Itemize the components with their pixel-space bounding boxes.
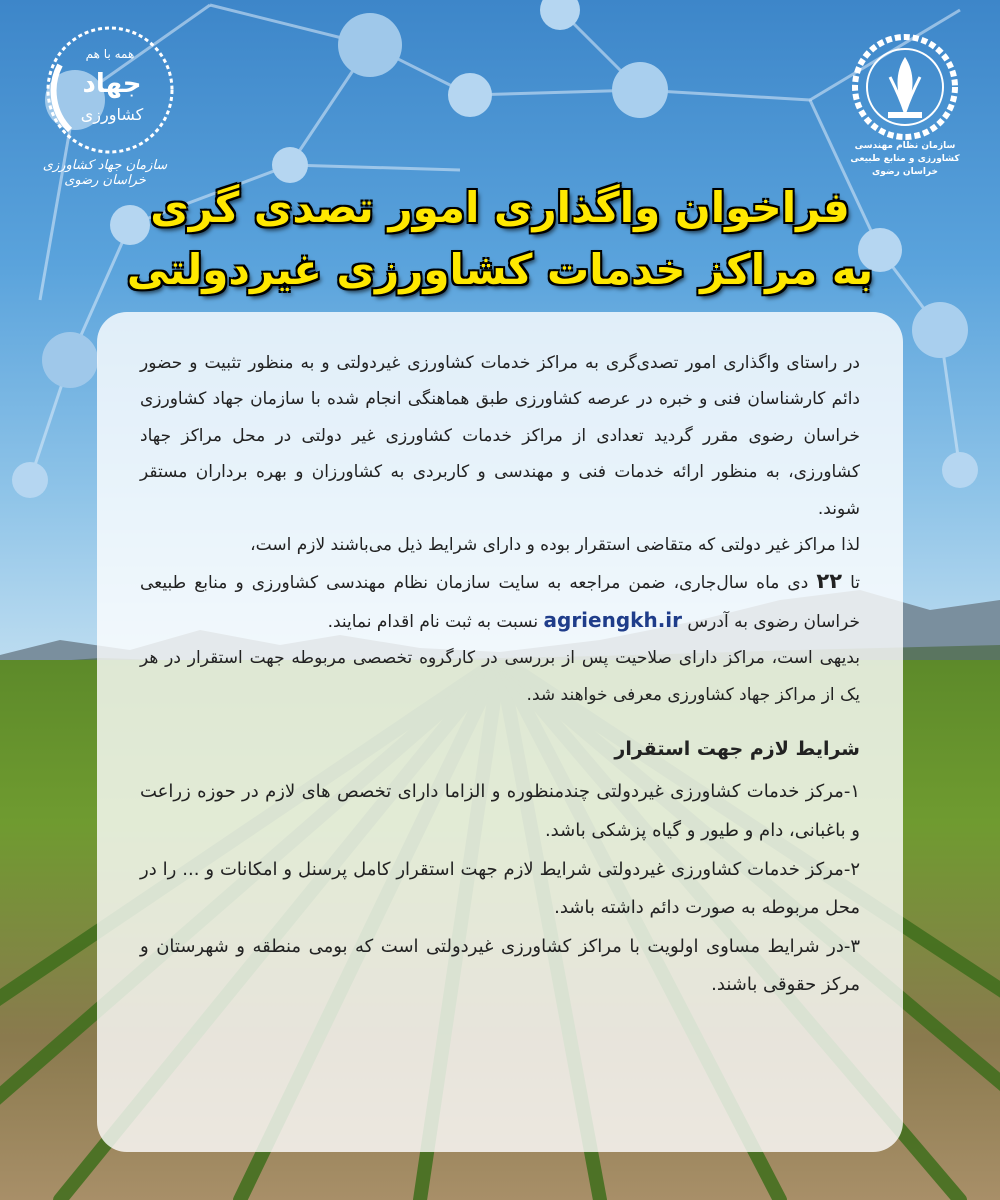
condition-item-3: ۳-در شرایط مساوی اولویت با مراکز کشاورزی غیردولتی است که بومی منطقه و شهرستان و مرکز حقوقی باشند. bbox=[140, 935, 860, 996]
registration-text: نسبت به ثبت نام اقدام نمایند. bbox=[327, 611, 539, 632]
page-title-line-1: فراخوان واگذاری امور تصدی گری bbox=[150, 183, 850, 232]
jahad-keshavarzi-logo bbox=[40, 20, 180, 160]
nezam-mohandesi-logo bbox=[850, 32, 960, 142]
body-paragraph-3 bbox=[140, 563, 860, 640]
svg-text:همه با هم: همه با هم bbox=[85, 47, 135, 61]
condition-item-1: ۱-مرکز خدمات کشاورزی غیردولتی چندمنظوره و الزاما دارای تخصص های لازم در حوزه زراعت و باغبانی، دام و طیور و گیاه پزشکی باشد. bbox=[140, 781, 860, 842]
svg-text:جهاد: جهاد bbox=[82, 69, 142, 99]
deadline-day: ۲۲ bbox=[816, 569, 843, 594]
body-paragraph-4: بدیهی است، مراکز دارای صلاحیت پس از بررسی در کارگروه تخصصی مربوطه جهت استقرار در هر یک از مراکز جهاد کشاورزی معرفی خواهند شد. bbox=[140, 648, 860, 705]
conditions-heading: شرایط لازم جهت استقرار bbox=[614, 738, 860, 761]
condition-item-2: ۲-مرکز خدمات کشاورزی غیردولتی شرایط لازم جهت استقرار کامل پرسنل و امکانات و ... را در محل مربوطه به صورت دائم داشته باشد. bbox=[140, 858, 860, 919]
body-paragraph-1: در راستای واگذاری امور تصدی‌گری به مراکز خدمات کشاورزی غیردولتی و به منظور تثبیت و حضور دائم کارشناسان فنی و خبره در عرصه کشاورزی طبق هماهنگی انجام شده با سازمان جهاد کشاورزی خراسان رضوی مقرر گردید تعدادی از مراکز خدمات کشاورزی غیر دولتی در محل مراکز جهاد کشاورزی، به منظور ارائه خدمات فنی و مهندسی و کاربردی به کشاورزان و بهره برداران مستقر شوند. bbox=[140, 353, 860, 519]
nezam-logo-caption: سازمان نظام مهندسی کشاورزی و منابع طبیعی خراسان رضوی bbox=[850, 141, 960, 177]
announcement-body bbox=[140, 345, 860, 1005]
deadline-text: دی ماه سال‌جاری، ضمن مراجعه به سایت سازمان نظام مهندسی کشاورزی و منابع طبیعی خراسان رضوی به آدرس bbox=[140, 573, 860, 632]
jahad-logo-caption: سازمان جهاد کشاورزی خراسان رضوی bbox=[42, 158, 168, 188]
deadline-prefix: تا bbox=[850, 573, 860, 594]
page-title-line-2: به مراکز خدمات کشاورزی غیردولتی bbox=[126, 245, 874, 294]
svg-text:کشاورزی: کشاورزی bbox=[80, 105, 144, 124]
registration-url-link[interactable]: agriengkh.ir bbox=[543, 607, 683, 632]
body-paragraph-2: لذا مراکز غیر دولتی که متقاضی استقرار بوده و دارای شرایط ذیل می‌باشند لازم است، bbox=[250, 535, 860, 556]
